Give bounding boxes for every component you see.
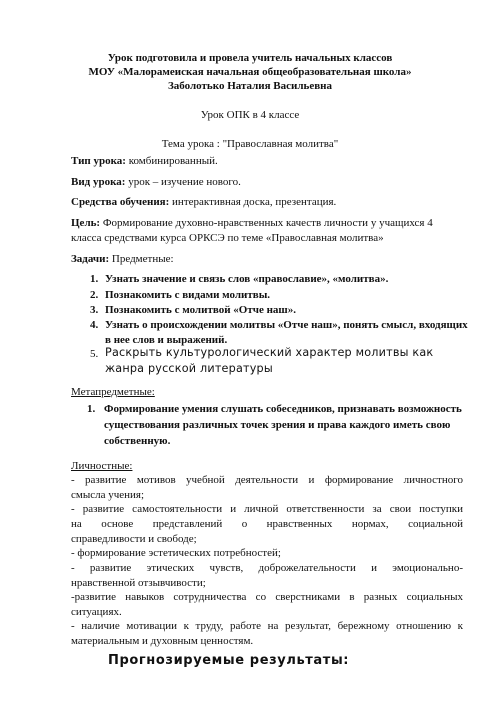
goal-text-2: класса средствами курса ОРКСЭ по теме «Православная молитва» xyxy=(71,232,384,244)
teacher-name: Заболотько Наталия Васильевна xyxy=(167,80,333,92)
lesson-kind-label: Вид урока: xyxy=(71,176,126,188)
personal-heading: Личностные: xyxy=(71,460,133,472)
subject-item-2-number: 2. xyxy=(90,289,99,301)
personal-5-line-2: ситуациях. xyxy=(71,606,122,618)
personal-3: - формирование эстетических потребностей; xyxy=(71,547,281,559)
meta-item-number: 1. xyxy=(87,403,96,415)
personal-1-line-1: - развитие мотивов учебной деятельности и формирование личностного xyxy=(71,474,463,486)
lesson-type-value: комбинированный. xyxy=(125,155,218,167)
subject-item-1-number: 1. xyxy=(90,273,99,285)
school-line: МОУ «Малорамеиская начальная общеобразовательная школа» xyxy=(88,66,412,78)
subject-item-4-line-2: в нее слов и выражений. xyxy=(105,334,228,346)
goal-label: Цель: xyxy=(71,217,101,229)
author-line: Урок подготовила и провела учитель начальных классов xyxy=(107,52,393,64)
goal-line-1 xyxy=(71,217,433,229)
results-heading: Прогнозируемые результаты: xyxy=(108,653,350,668)
teaching-means-label: Средства обучения: xyxy=(71,196,170,208)
goal-text-1: Формирование духовно-нравственных качеств личности у учащихся 4 xyxy=(100,217,433,229)
subject-item-3-number: 3. xyxy=(90,304,99,316)
subject-item-5-line-2: жанра русской литературы xyxy=(105,362,273,375)
personal-2-line-3: справедливости и свободе; xyxy=(71,533,197,545)
tasks-label: Задачи: xyxy=(71,253,110,265)
subject-item-5-number: 5. xyxy=(90,348,99,360)
teaching-means xyxy=(71,196,336,208)
personal-6-line-2: материальным и духовным ценностям. xyxy=(71,635,254,647)
personal-2-line-2: на основе представлений о нравственных нормах, социальной xyxy=(71,518,463,530)
lesson-type-label: Тип урока: xyxy=(71,155,126,167)
teaching-means-value: интерактивная доска, презентация. xyxy=(169,196,337,208)
meta-heading: Метапредметные: xyxy=(71,386,155,398)
personal-4-line-1: - развитие этических чувств, доброжелательности и эмоционально- xyxy=(71,562,463,574)
lesson-type xyxy=(71,155,218,167)
subject-item-2: Познакомить с видами молитвы. xyxy=(105,289,271,301)
meta-item-line-2: существования различных точек зрения и права каждого иметь свою xyxy=(104,419,451,431)
personal-2-line-1: - развитие самостоятельности и личной ответственности за свои поступки xyxy=(71,503,463,515)
subject-item-4-number: 4. xyxy=(90,319,99,331)
tasks-subject: Предметные: xyxy=(109,253,174,265)
meta-item-line-1: Формирование умения слушать собеседников, признавать возможность xyxy=(104,403,462,415)
lesson-title: Урок ОПК в 4 классе xyxy=(200,109,300,121)
subject-item-3: Познакомить с молитвой «Отче наш». xyxy=(105,304,296,316)
subject-item-4-line-1: Узнать о происхождении молитвы «Отче наш», понять смысл, входящих xyxy=(105,319,468,331)
personal-4-line-2: нравственной отзывчивости; xyxy=(71,577,206,589)
personal-5-line-1: -развитие навыков сотрудничества со сверстниками в разных социальных xyxy=(71,591,463,603)
lesson-kind xyxy=(71,176,241,188)
meta-item-line-3: собственную. xyxy=(104,435,171,447)
personal-1-line-2: смысла учения; xyxy=(71,489,145,501)
tasks xyxy=(71,253,174,265)
subject-item-5-line-1: Раскрыть культурологический характер молитвы как xyxy=(105,346,434,359)
personal-6-line-1: - наличие мотивации к труду, работе на результат, бережному отношению к xyxy=(71,620,463,632)
lesson-kind-value: урок – изучение нового. xyxy=(125,176,241,188)
subject-item-1: Узнать значение и связь слов «православие», «молитва». xyxy=(105,273,389,285)
lesson-topic: Тема урока : "Православная молитва" xyxy=(161,138,339,150)
